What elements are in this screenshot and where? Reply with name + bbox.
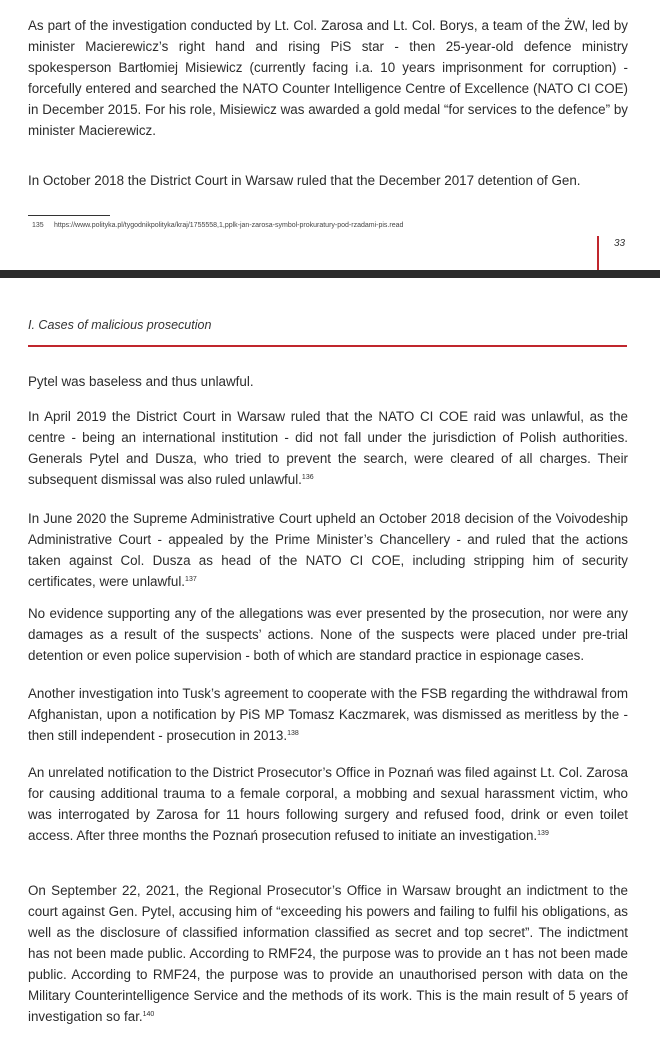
page-number: 33 — [614, 238, 626, 249]
paragraph-no-evidence: No evidence supporting any of the allegations was ever presented by the prosecution, nor were any damages as a result of the suspects’ actions. None of the suspects were placed under pre-trial detention or even police supervision - both of which are standard practice in espionage cases. — [28, 606, 628, 663]
footnote-ref-136[interactable]: 136 — [301, 474, 314, 481]
paragraph-district-court-2018: In October 2018 the District Court in Warsaw ruled that the December 2017 detention of Gen. — [28, 173, 581, 188]
footnote-ref-137[interactable]: 137 — [185, 576, 197, 583]
page-number-marker — [597, 236, 599, 270]
paragraph-tusk-fsb: Another investigation into Tusk’s agreement to cooperate with the FSB regarding the withdrawal from Afghanistan, upon a notification by PiS MP Tomasz Kaczmarek, was dismissed as meritless by the - then still independent - prosecution in 2013.$^{138}$ — [28, 686, 628, 743]
footnote-135 — [32, 222, 403, 229]
section-title: I. Cases of malicious prosecution — [28, 318, 212, 332]
section-divider — [28, 345, 627, 347]
paragraph-indictment-2021: On September 22, 2021, the Regional Prosecutor’s Office in Warsaw brought an indictment to the court against Gen. Pytel, accusing him of “exceeding his powers and failing to fulfil his obligations, as well as the disclosure of classified information classified as secret and top secret”. The indictment has not been made public. According to RMF24, the purpose was to provide an t has not been made public. According to RMF24, the purpose was to provide an unauthorised person with data on the Military Counterintelligence Service and the methods of its work. This is the main result of 5 years of investigation so far.$^{140}$ — [28, 883, 628, 1024]
footnote-ref-138[interactable]: 138 — [287, 730, 299, 737]
paragraph-april-2019: In April 2019 the District Court in Warsaw ruled that the NATO CI COE raid was unlawful, as the centre - being an international institution - did not fall under the jurisdiction of Polish authorities. Generals Pytel and Dusza, who tried to prevent the search, were cleared of all charges. Their subsequent dismissal was also ruled unlawful.$^{136}$ — [28, 409, 628, 487]
footnote-number: 135 — [32, 222, 44, 229]
footnote-divider — [28, 215, 110, 216]
paragraph-pytel-baseless: Pytel was baseless and thus unlawful. — [28, 374, 254, 389]
page-separator — [0, 270, 660, 278]
paragraph-investigation: As part of the investigation conducted by Lt. Col. Zarosa and Lt. Col. Borys, a team of the ŻW, led by minister Macierewicz’s right hand and rising PiS star - then 25-year-old defence ministry spokesperson Bartłomiej Misiewicz (currently facing i.a. 10 years imprisonment for corruption) - forcefully entered and searched the NATO Counter Intelligence Centre of Excellence (NATO CI COE) in December 2015. For his role, Misiewicz was awarded a gold medal “for services to the defence” by minister Macierewicz. — [28, 18, 628, 138]
paragraph-june-2020: In June 2020 the Supreme Administrative Court upheld an October 2018 decision of the Voivodeship Administrative Court - appealed by the Prime Minister’s Chancellery - and ruled that the actions taken against Col. Dusza as head of the NATO CI COE, including stripping him of security certificates, were unlawful.$^{137}$ — [28, 511, 628, 589]
footnote-ref-139[interactable]: 139 — [537, 830, 549, 837]
footnote-link[interactable]: https://www.polityka.pl/tygodnikpolityka/kraj/1755558,1,pplk-jan-zarosa-symbol-prokuratury-pod-rzadami-pis.read — [54, 222, 404, 229]
footnote-ref-140[interactable]: 140 — [142, 1011, 155, 1018]
paragraph-poznan-notification: An unrelated notification to the District Prosecutor’s Office in Poznań was filed against Lt. Col. Zarosa for causing additional trauma to a female corporal, a mobbing and sexual harassment victim, who was interrogated by Zarosa for 11 hours following surgery and refused food, drink or even toilet access. After three months the Poznań prosecution refused to initiate an investigation.$^{139}$ — [28, 765, 628, 843]
